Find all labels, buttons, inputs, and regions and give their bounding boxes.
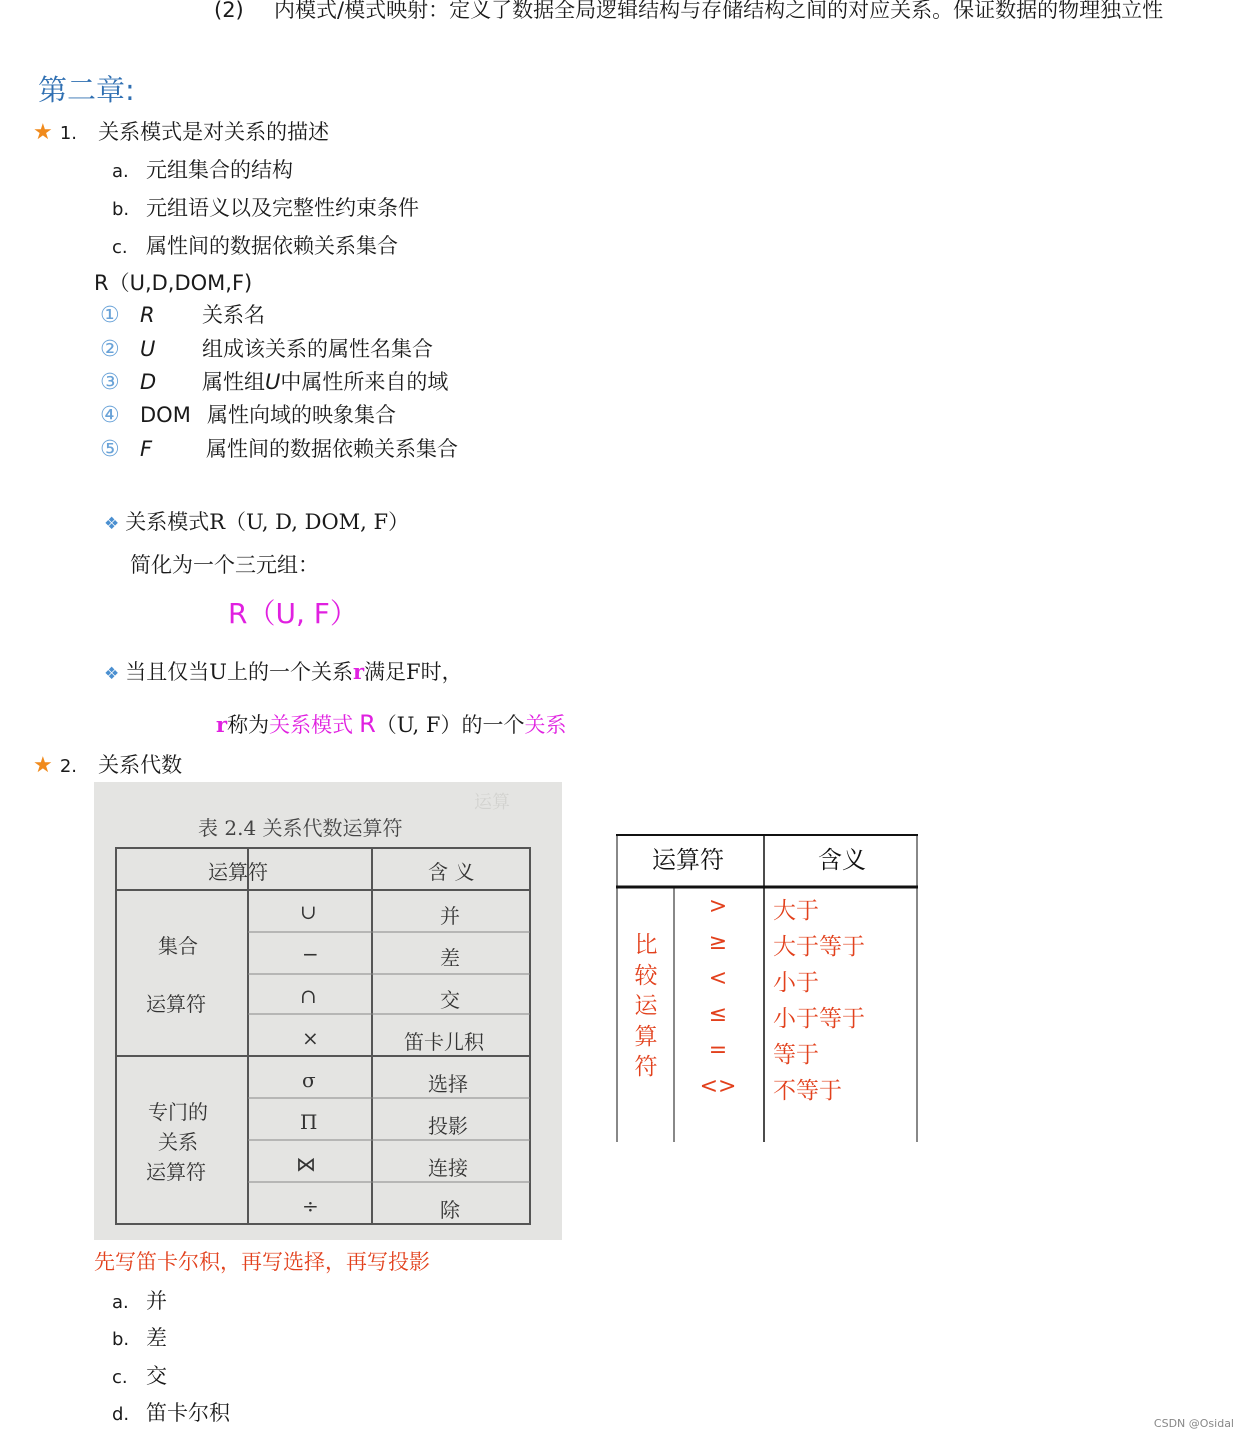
top-line-text: 内模式/模式映射：定义了数据全局逻辑结构与存储结构之间的对应关系。保证数据的物理独立性 bbox=[274, 0, 1164, 22]
item-text: 并 bbox=[146, 1289, 167, 1313]
cmp-op: <> bbox=[699, 1074, 737, 1099]
component-row bbox=[100, 433, 458, 463]
component-desc-post: 中属性所来自的域 bbox=[280, 370, 449, 394]
item-letter: c. bbox=[112, 1367, 128, 1388]
scan-meaning: 除 bbox=[440, 1198, 460, 1222]
list-item bbox=[112, 1285, 167, 1315]
scan-sym: σ bbox=[302, 1068, 316, 1092]
list-item bbox=[112, 1360, 167, 1390]
item-text: 交 bbox=[146, 1364, 167, 1388]
circle-number: ⑤ bbox=[100, 437, 120, 462]
item-letter: c. bbox=[112, 237, 128, 258]
diamond-bullet-icon: ❖ bbox=[104, 514, 120, 534]
star-icon: ★ bbox=[33, 753, 53, 778]
cmp-meaning: 小于 bbox=[773, 970, 819, 996]
list-item bbox=[112, 154, 293, 184]
cmp-op: < bbox=[708, 966, 728, 991]
chapter-heading: 第二章: bbox=[38, 73, 135, 107]
line2-c: （U, F）的一个 bbox=[375, 713, 525, 737]
scan-group1-line1: 集合 bbox=[158, 934, 198, 958]
scan-sym: × bbox=[302, 1026, 319, 1050]
watermark: CSDN @Osidal bbox=[1153, 1417, 1234, 1430]
item-letter: a. bbox=[112, 1292, 129, 1313]
line2-R: R bbox=[359, 710, 376, 738]
cmp-col-meaning: 含义 bbox=[818, 846, 866, 874]
component-desc: 关系名 bbox=[202, 303, 265, 327]
relation-formula: R（U,D,DOM,F) bbox=[94, 271, 253, 295]
section1-number: 1. bbox=[59, 123, 78, 144]
cmp-table-grid bbox=[616, 834, 918, 1142]
item-letter: b. bbox=[112, 1329, 130, 1350]
scan-meaning: 投影 bbox=[428, 1114, 468, 1138]
item-letter: b. bbox=[112, 199, 130, 220]
component-symbol: DOM bbox=[140, 403, 191, 427]
cmp-meaning: 大于等于 bbox=[773, 934, 865, 960]
side-char: 较 bbox=[634, 962, 658, 989]
scan-group2-line2: 关系 bbox=[158, 1130, 198, 1154]
scan-sym: ÷ bbox=[302, 1194, 319, 1218]
order-note: 先写笛卡尔积，再写选择，再写投影 bbox=[94, 1250, 430, 1274]
section2-number: 2. bbox=[59, 756, 78, 777]
line2-d: 关系 bbox=[524, 713, 567, 737]
top-line-number: (2) bbox=[214, 0, 244, 22]
scan-meaning: 选择 bbox=[428, 1072, 468, 1096]
comparison-operator-table bbox=[616, 834, 918, 1142]
scan-meaning: 并 bbox=[440, 904, 460, 928]
list-item bbox=[112, 1397, 230, 1427]
scan-meaning: 连接 bbox=[428, 1156, 468, 1180]
scan-col-meaning: 含 义 bbox=[428, 860, 475, 884]
circle-number: ② bbox=[100, 337, 120, 362]
scan-meaning: 笛卡儿积 bbox=[404, 1030, 484, 1054]
component-symbol: D bbox=[140, 370, 157, 394]
bullet-text: 关系模式R（U, D, DOM, F） bbox=[125, 510, 410, 534]
list-item bbox=[112, 230, 398, 260]
line2-b: 关系模式 bbox=[269, 713, 354, 737]
bullet-subtext: 简化为一个三元组： bbox=[130, 553, 319, 577]
component-row bbox=[100, 366, 448, 396]
item-text: 差 bbox=[146, 1326, 167, 1350]
section1-heading bbox=[33, 116, 329, 146]
component-row bbox=[100, 299, 265, 329]
component-desc-pre: 属性组 bbox=[202, 370, 265, 394]
scan-group2-line1: 专门的 bbox=[148, 1100, 208, 1124]
component-row bbox=[100, 333, 433, 363]
cmp-meaning: 小于等于 bbox=[773, 1006, 865, 1032]
bullet2-r: r bbox=[352, 659, 365, 684]
item-text: 元组语义以及完整性约束条件 bbox=[146, 196, 419, 220]
cmp-op: = bbox=[708, 1038, 728, 1063]
list-item bbox=[112, 192, 419, 222]
component-symbol: U bbox=[140, 337, 156, 361]
scan-sym: ∩ bbox=[300, 984, 317, 1008]
cmp-meaning: 等于 bbox=[773, 1042, 819, 1068]
bullet-satisfy bbox=[104, 656, 463, 686]
scan-meaning: 交 bbox=[440, 988, 460, 1012]
section1-title: 关系模式是对关系的描述 bbox=[98, 120, 330, 144]
side-char: 运 bbox=[634, 993, 658, 1019]
item-text: 元组集合的结构 bbox=[146, 158, 293, 182]
triple-formula: R（U, F） bbox=[228, 597, 358, 630]
component-desc: 属性向域的映象集合 bbox=[207, 403, 396, 427]
side-char: 算 bbox=[634, 1023, 658, 1050]
circle-number: ① bbox=[100, 303, 120, 328]
cmp-meaning: 大于 bbox=[773, 898, 819, 924]
cmp-op: > bbox=[708, 894, 728, 919]
item-text: 属性间的数据依赖关系集合 bbox=[146, 234, 398, 258]
cmp-meaning: 不等于 bbox=[773, 1078, 842, 1104]
bullet2-pre: 当且仅当U上的一个关系 bbox=[125, 660, 353, 684]
bullet2-line2 bbox=[216, 709, 566, 739]
scan-col-op: 运算符 bbox=[208, 860, 268, 884]
section2-heading bbox=[33, 749, 182, 779]
bullet2-post: 满足F时， bbox=[364, 660, 463, 684]
component-row bbox=[100, 399, 396, 429]
scan-meaning: 差 bbox=[440, 946, 460, 970]
scan-sym: Π bbox=[300, 1110, 318, 1134]
bullet-relation-schema bbox=[104, 506, 409, 536]
scan-sym: ⋈ bbox=[296, 1152, 316, 1176]
scan-sym: ∪ bbox=[300, 900, 317, 924]
cmp-col-op: 运算符 bbox=[652, 846, 724, 874]
component-desc-symbol: U bbox=[265, 370, 281, 394]
scan-group1-line2: 运算符 bbox=[146, 992, 206, 1016]
top-mapping-line bbox=[214, 0, 1163, 24]
scan-group2-line3: 运算符 bbox=[146, 1160, 206, 1184]
side-char: 符 bbox=[634, 1054, 658, 1080]
circle-number: ③ bbox=[100, 370, 120, 395]
component-desc: 组成该关系的属性名集合 bbox=[202, 337, 433, 361]
cmp-side-label bbox=[632, 930, 660, 1083]
scan-sym: − bbox=[302, 942, 319, 966]
line2-a: 称为 bbox=[227, 713, 270, 737]
item-letter: d. bbox=[112, 1404, 130, 1425]
component-symbol: R bbox=[140, 303, 155, 327]
line2-r: r bbox=[216, 712, 228, 737]
section2-title: 关系代数 bbox=[98, 753, 183, 777]
item-text: 笛卡尔积 bbox=[146, 1401, 230, 1425]
diamond-bullet-icon: ❖ bbox=[104, 664, 120, 684]
star-icon: ★ bbox=[33, 120, 53, 145]
list-item bbox=[112, 1322, 167, 1352]
component-symbol: F bbox=[140, 437, 153, 461]
cmp-op: ≤ bbox=[708, 1002, 728, 1027]
cmp-op: ≥ bbox=[708, 930, 728, 955]
scan-caption: 表 2.4 关系代数运算符 bbox=[198, 816, 403, 840]
component-desc: 属性间的数据依赖关系集合 bbox=[206, 437, 458, 461]
item-letter: a. bbox=[112, 161, 129, 182]
side-char: 比 bbox=[634, 932, 658, 958]
circle-number: ④ bbox=[100, 403, 120, 428]
scanned-operator-table: 运算 表 2.4 关系代数运算符 运算符 含 义 集合 运算符 专门的 关系 运算符 ∪ 并 − 差 ∩ 交 × 笛卡儿积 σ 选择 Π 投影 ⋈ 连接 ÷ 除 bbox=[94, 782, 562, 1240]
